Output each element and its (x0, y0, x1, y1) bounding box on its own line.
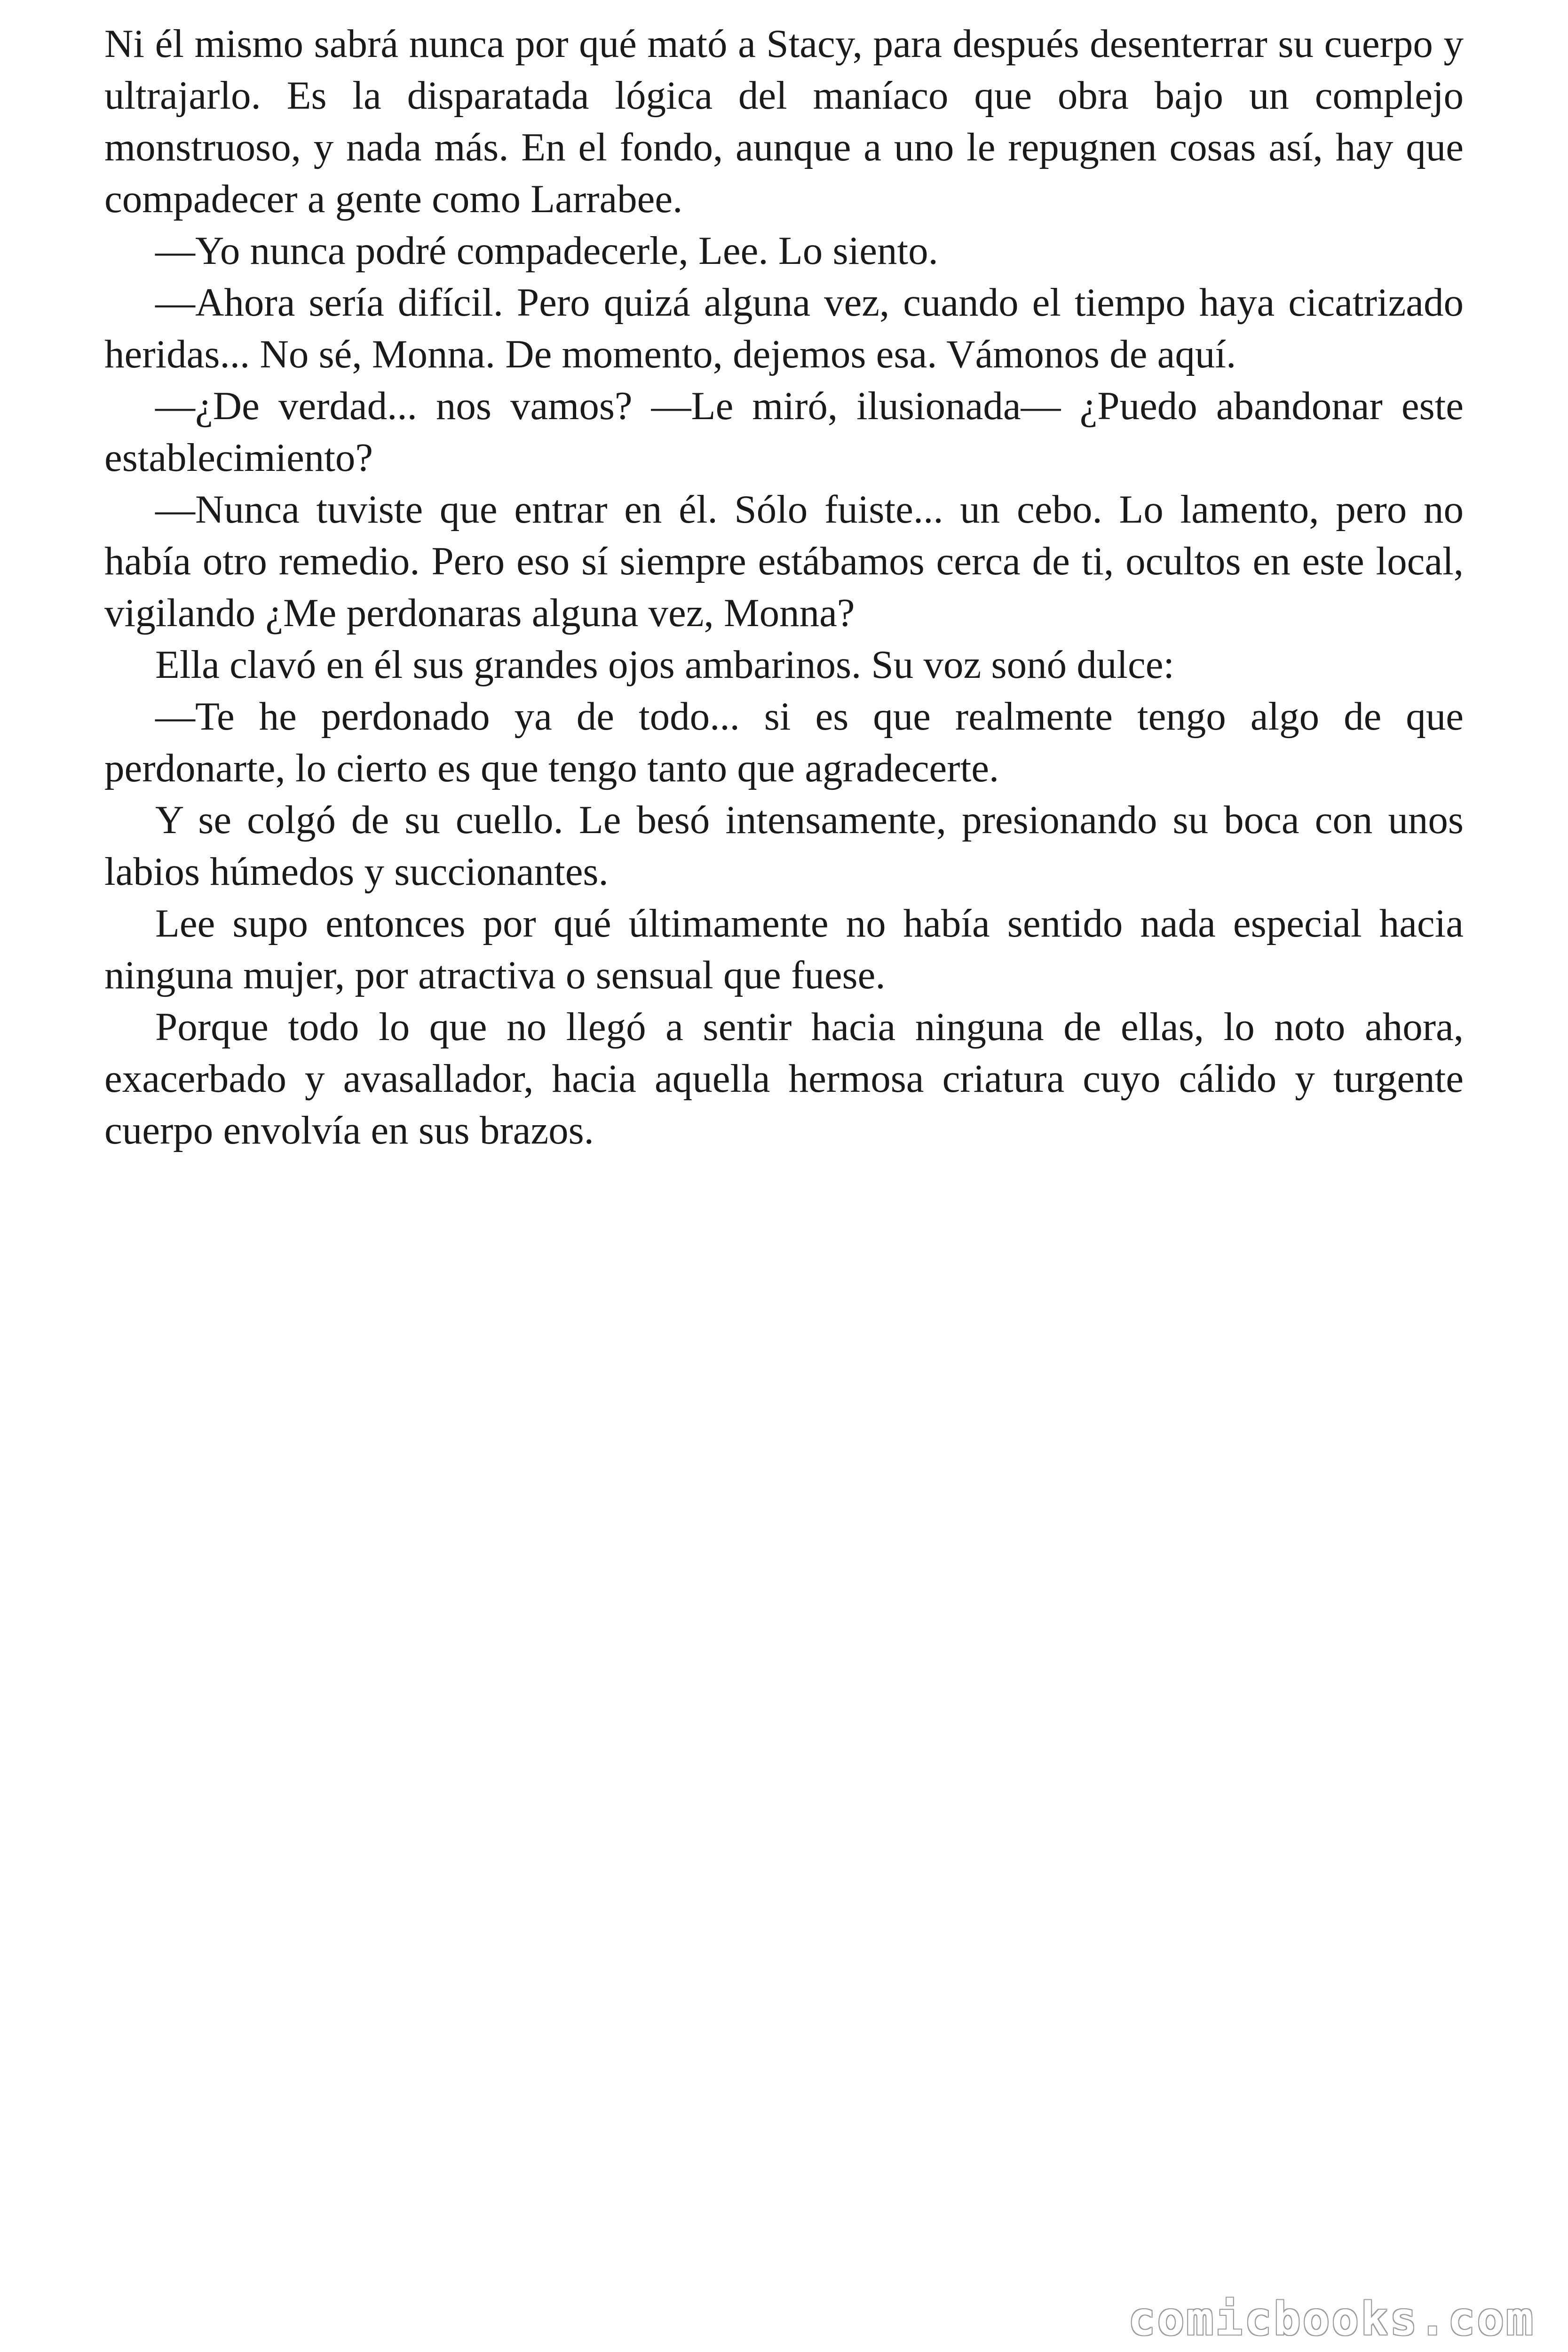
paragraph: Porque todo lo que no llegó a sentir hacia ninguna de ellas, lo noto ahora, exacerbado y avasallador, hacia aquella hermosa criatura cuyo cálido y turgente cuerpo envolvía en sus brazos. (104, 1005, 1464, 1152)
watermark: comicbooks.com (1128, 2293, 1535, 2345)
paragraph: Lee supo entonces por qué últimamente no había sentido nada especial hacia ninguna mujer, por atractiva o sensual que fuese. (104, 901, 1464, 997)
paragraph: —Nunca tuviste que entrar en él. Sólo fuiste... un cebo. Lo lamento, pero no había otro remedio. Pero eso sí siempre estábamos cerca de ti, ocultos en este local, vigilando ¿Me perdonaras alguna vez, Monna? (104, 487, 1464, 635)
page-body-text (104, 18, 1464, 1156)
paragraph: Y se colgó de su cuello. Le besó intensamente, presionando su boca con unos labios húmedos y succionantes. (104, 798, 1464, 894)
paragraph: —Ahora sería difícil. Pero quizá alguna vez, cuando el tiempo haya cicatrizado heridas... No sé, Monna. De momento, dejemos esa. Vámonos de aquí. (104, 280, 1464, 376)
paragraph: Ni él mismo sabrá nunca por qué mató a Stacy, para después desenterrar su cuerpo y ultrajarlo. Es la disparatada lógica del maníaco que obra bajo un complejo monstruoso, y nada más. En el fondo, aunque a uno le repugnen cosas así, hay que compadecer a gente como Larrabee. (104, 22, 1464, 221)
paragraph: —Yo nunca podré compadecerle, Lee. Lo siento. (155, 229, 938, 273)
paragraph: —¿De verdad... nos vamos? —Le miró, ilusionada— ¿Puedo abandonar este establecimiento? (104, 384, 1464, 480)
paragraph: —Te he perdonado ya de todo... si es que realmente tengo algo de que perdonarte, lo cierto es que tengo tanto que agradecerte. (104, 694, 1464, 790)
paragraph: Ella clavó en él sus grandes ojos ambarinos. Su voz sonó dulce: (155, 643, 1175, 687)
